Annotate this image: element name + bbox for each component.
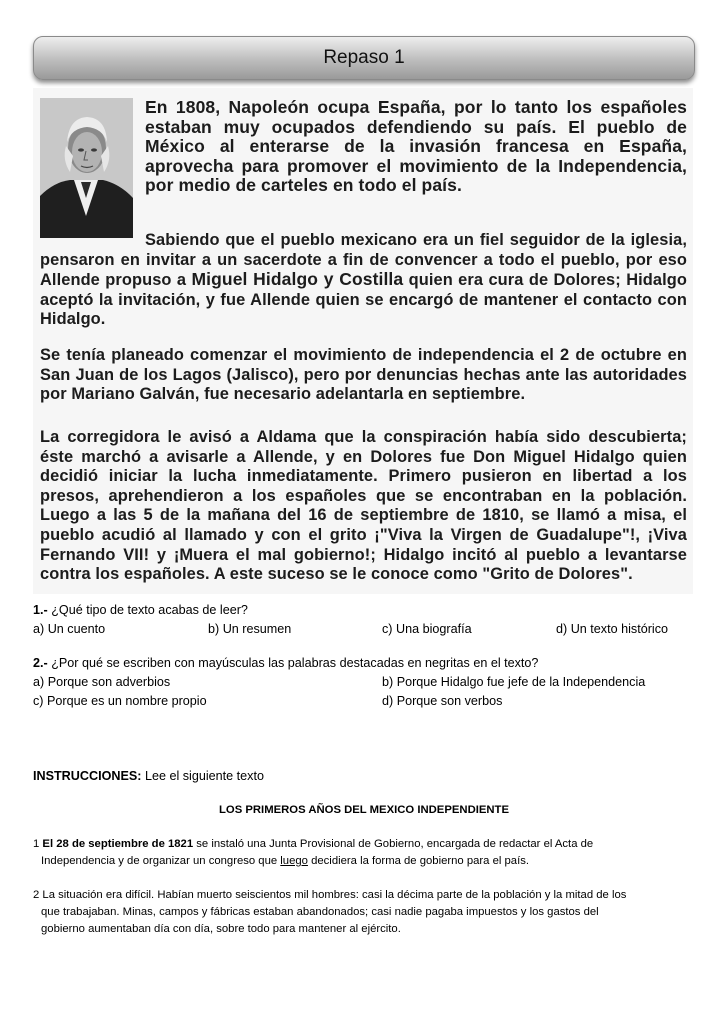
article-paragraph-2-number: 2 [33, 889, 43, 901]
article-paragraph-1-line-2 [41, 853, 529, 870]
portrait-illustration [40, 98, 133, 238]
article-paragraph-2-line-2: que trabajaban. Minas, campos y fábricas estaban abandonados; casi nadie pagaba impuestos y los gastos del [41, 906, 599, 918]
article-paragraph-1-text-c: decidiera la forma de gobierno para el país. [307, 855, 530, 867]
scanned-reading [33, 88, 693, 594]
article-date: El 28 de septiembre de 1821 [42, 838, 194, 850]
q2-option-b[interactable]: b) Porque Hidalgo fue jefe de la Independencia [382, 675, 646, 689]
question-1 [33, 603, 248, 617]
q2-option-c[interactable]: c) Porque es un nombre propio [33, 694, 207, 708]
hidalgo-portrait [40, 98, 133, 238]
page-title: Repaso 1 [323, 47, 405, 68]
question-1-text: ¿Qué tipo de texto acabas de leer? [47, 603, 248, 617]
article-title: LOS PRIMEROS AÑOS DEL MEXICO INDEPENDIENTE [219, 804, 509, 816]
question-2-text: ¿Por qué se escriben con mayúsculas las palabras destacadas en negritas en el texto? [47, 656, 539, 670]
instructions-text: Lee el siguiente texto [141, 769, 264, 783]
q2-option-d[interactable]: d) Porque son verbos [382, 694, 503, 708]
reading-paragraph-2 [40, 231, 687, 330]
instructions-label: INSTRUCCIONES: [33, 769, 142, 783]
article-paragraph-2-text-a: La situación era difícil. Habían muerto seiscientos mil hombres: casi la décima parte de la población y la mitad de los [42, 889, 627, 901]
q1-option-a[interactable]: a) Un cuento [33, 622, 106, 636]
q1-option-b[interactable]: b) Un resumen [208, 622, 292, 636]
question-2 [33, 656, 538, 670]
hidalgo-name: Miguel Hidalgo y Costilla [191, 269, 404, 290]
q1-option-c[interactable]: c) Una biografía [382, 622, 472, 636]
instructions [33, 769, 264, 783]
q1-option-d[interactable]: d) Un texto histórico [556, 622, 668, 636]
reading-paragraph-4: La corregidora le avisó a Aldama que la conspiración había sido descubierta; éste marchó a avisarle a Allende, y en Dolores fue Don Miguel Hidalgo quien decidió iniciar la lucha inmediatamente. Primero pusieron en libertad a los presos, aprehendieron a los españoles que se encontraban en la población. Luego a las 5 de la mañana del 16 de septiembre de 1810, se llamó a misa, el pueblo acudió al llamado y con el grito ¡"Viva la Virgen de Guadalupe"!, ¡Viva Fernando VII! y ¡Muera el mal gobierno!; Hidalgo incitó al pueblo a levantarse contra los españoles. A este suceso se le conoce como "Grito de Dolores". [40, 428, 687, 584]
q2-option-a[interactable]: a) Porque son adverbios [33, 675, 171, 689]
article-paragraph-2-line-1 [33, 887, 626, 904]
question-2-number: 2.- [33, 656, 48, 670]
article-paragraph-1-text-b: Independencia y de organizar un congreso que [41, 855, 281, 867]
article-paragraph-1-text-a: se instaló una Junta Provisional de Gobierno, encargada de redactar el Acta de [193, 838, 594, 850]
title-banner [33, 36, 695, 80]
reading-paragraph-3: Se tenía planeado comenzar el movimiento de independencia el 2 de octubre en San Juan de los Lagos (Jalisco), pero por denuncias hechas ante las autoridades por Mariano Galván, fue necesario adelantarla en septiembre. [40, 346, 687, 404]
article-paragraph-1-number: 1 [33, 838, 43, 850]
article-paragraph-1-line-1 [33, 836, 593, 853]
reading-paragraph-2-line1: Sabiendo que el pueblo mexicano era un fiel seguidor de la iglesia, [145, 231, 687, 249]
article-paragraph-2-line-3: gobierno aumentaban día con día, sobre todo para mantener al ejército. [41, 923, 401, 935]
reading-paragraph-2-before: pensaron en invitar a un sacerdote a fin de convencer a todo el pueblo, por eso Allende propuso a [40, 250, 687, 290]
reading-paragraph-1: En 1808, Napoleón ocupa España, por lo tanto los españoles estaban muy ocupados defendiendo su país. El pueblo de México al enterarse de la invasión francesa en España, aprovecha para promover el movimiento de la Independencia, por medio de carteles en todo el país. [145, 97, 687, 196]
reading-paragraph-2-after: quien era cura de Dolores; Hidalgo aceptó la invitación, y fue Allende quien se encargó de mantener el contacto con Hidalgo. [40, 271, 687, 329]
underlined-word: luego [280, 855, 308, 867]
question-1-number: 1.- [33, 603, 48, 617]
